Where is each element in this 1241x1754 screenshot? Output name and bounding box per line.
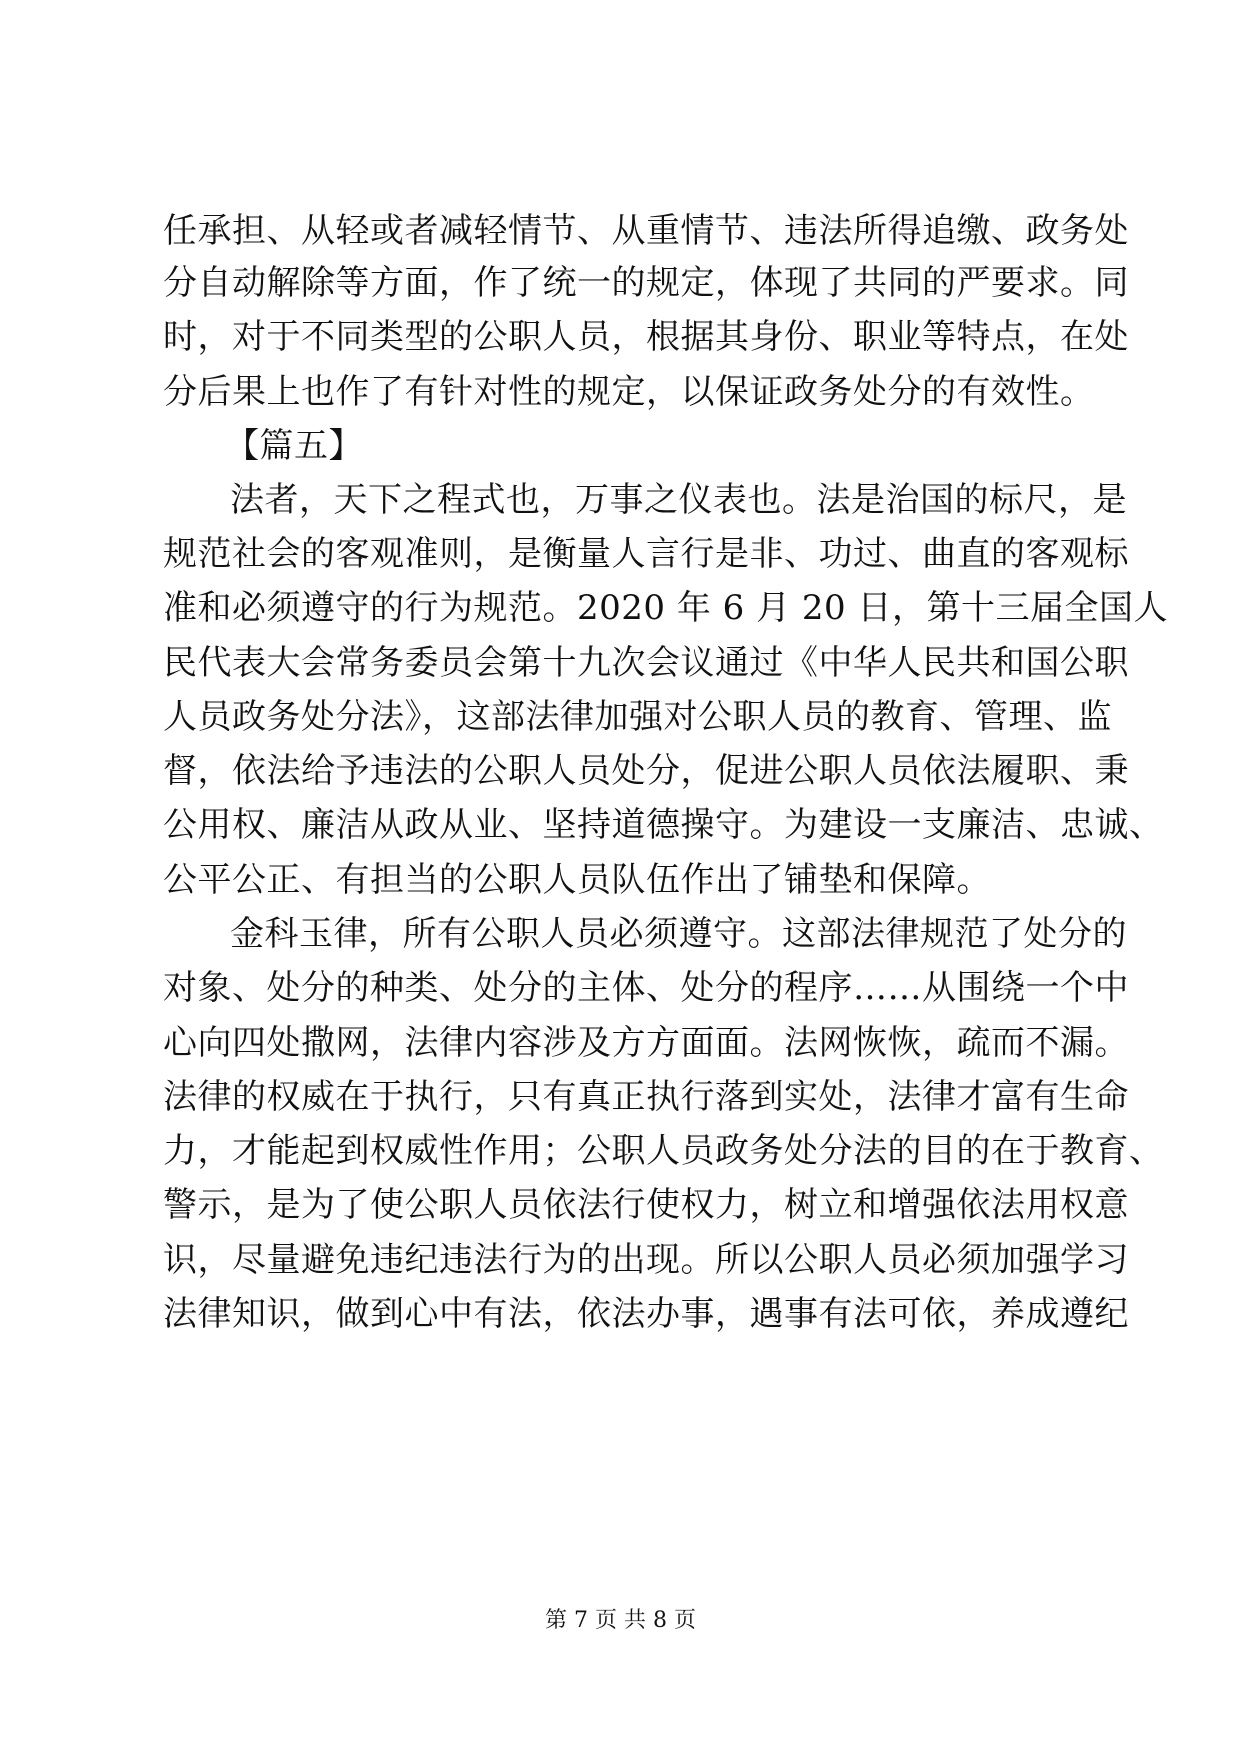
paragraph-line: 心向四处撒网，法律内容涉及方方面面。法网恢恢，疏而不漏。 [163, 1023, 1129, 1063]
paragraph-line: 警示，是为了使公职人员依法行使权力，树立和增强依法用权意 [163, 1185, 1129, 1225]
paragraph-line: 对象、处分的种类、处分的主体、处分的程序……从围绕一个中 [163, 968, 1129, 1008]
paragraph-line: 分后果上也作了有针对性的规定，以保证政务处分的有效性。 [163, 372, 1095, 412]
paragraph-line: 分自动解除等方面，作了统一的规定，体现了共同的严要求。同 [163, 263, 1129, 303]
paragraph-line: 法律知识，做到心中有法，依法办事，遇事有法可依，养成遵纪 [163, 1294, 1129, 1334]
paragraph-line: 时，对于不同类型的公职人员，根据其身份、职业等特点，在处 [163, 317, 1129, 357]
paragraph-line: 公平公正、有担当的公职人员队伍作出了铺垫和保障。 [163, 860, 991, 900]
paragraph-line: 法者，天下之程式也，万事之仪表也。法是治国的标尺，是 [230, 480, 1127, 520]
section-heading: 【篇五】 [225, 426, 363, 466]
paragraph-line: 公用权、廉洁从政从业、坚持道德操守。为建设一支廉洁、忠诚、 [163, 805, 1164, 845]
paragraph-line: 金科玉律，所有公职人员必须遵守。这部法律规范了处分的 [230, 914, 1127, 954]
paragraph-line: 人员政务处分法》，这部法律加强对公职人员的教育、管理、监 [163, 697, 1112, 737]
paragraph-line: 力，才能起到权威性作用；公职人员政务处分法的目的在于教育、 [163, 1131, 1164, 1171]
paragraph-line: 任承担、从轻或者减轻情节、从重情节、违法所得追缴、政务处 [163, 211, 1129, 251]
paragraph-line: 规范社会的客观准则，是衡量人言行是非、功过、曲直的客观标 [163, 534, 1129, 574]
page-number-footer: 第 7 页 共 8 页 [545, 1608, 696, 1633]
paragraph-line: 民代表大会常务委员会第十九次会议通过《中华人民共和国公职 [163, 643, 1129, 683]
paragraph-line: 督，依法给予违法的公职人员处分，促进公职人员依法履职、秉 [163, 751, 1129, 791]
paragraph-line: 法律的权威在于执行，只有真正执行落到实处，法律才富有生命 [163, 1077, 1129, 1117]
paragraph-line: 准和必须遵守的行为规范。2020 年 6 月 20 日，第十三届全国人 [163, 588, 1168, 628]
paragraph-line: 识，尽量避免违纪违法行为的出现。所以公职人员必须加强学习 [163, 1240, 1129, 1280]
